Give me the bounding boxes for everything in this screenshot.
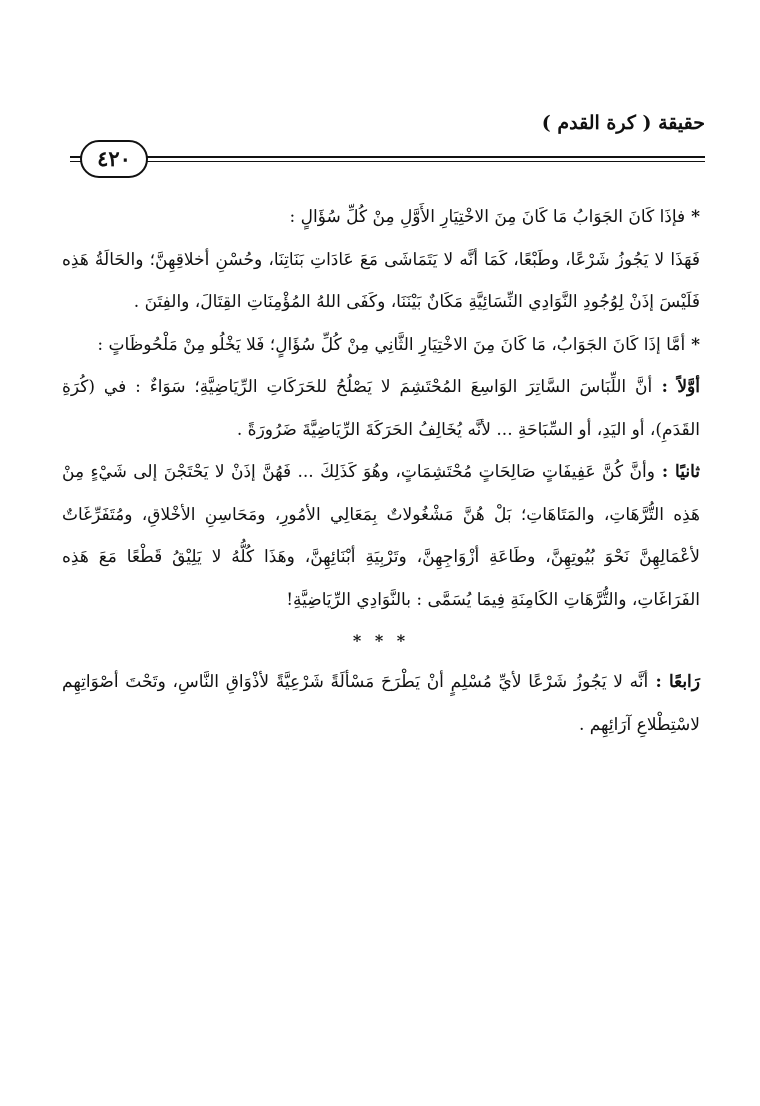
paragraph-3 [62,324,700,367]
paragraph-4 [62,366,700,451]
paragraph-2 [62,239,700,324]
header-rule [70,156,705,158]
paragraph-5 [62,451,700,621]
paragraph-text: أنَّه لا يَجُوزُ شَرْعًا لأيِّ مُسْلِمٍ أنْ يَطْرَحَ مَسْألَةً شَرْعِيَّةً لأذْوَاقِ النَّاسِ، وتَحْتَ أصْوَاتِهِم لاسْتِطْلاعِ آرَائِهِم . [62,672,700,735]
paragraph-lead: * [685,334,700,355]
paragraph-6 [62,661,700,746]
page-header [70,112,705,182]
paragraph-lead: ثانيًا : [654,462,700,482]
paragraph-text: فإذَا كَانَ الجَوَابُ مَا كَانَ مِنَ الاخْتِيَارِ الأَوَّلِ مِنْ كُلِّ سُؤَالٍ : [289,207,686,227]
paragraph-text: وأنَّ كُنَّ عَفِيفَاتٍ صَالِحَاتٍ مُحْتَشِمَاتٍ، وهُوَ كَذَلِكَ ... فَهُنَّ إذَنْ لا يَحْتَجْنَ إلى شَيْءٍ مِنْ هَذِه التُّرَّهَاتِ، والمَتَاهَاتِ؛ بَلْ هُنَّ مَشْغُولاتٌ بِمَعَالِي الأمُورِ، ومَحَاسِنِ الأخْلاقِ، ومُتَفَرِّغَاتٌ لأعْمَالِهِنَّ نَحْوَ بُيُوتِهِنَّ، وطَاعَةِ أزْوَاجِهِنَّ، وتَرْبِيَةِ أبْنَائِهِنَّ، وهَذَا كُلُّهُ لا يَلِيْقُ قَطْعًا مَعَ هَذِه الفَرَاغَاتِ، والتُّرَّهَاتِ الكَامِنَةِ فِيمَا يُسَمَّى : بالنَّوَادِي الرِّيَاضِيَّةِ! [62,462,700,610]
paragraph-lead: * [685,207,700,227]
section-separator: * * * [352,631,410,650]
page-body [62,196,700,746]
paragraph-lead: رَابعًا : [648,672,700,692]
paragraph-text: أنَّ اللِّبَاسَ السَّاتِرَ الوَاسِعَ المُحْتَشِمَ لا يَصْلُحُ للحَرَكَاتِ الرِّيَاضِيَّةِ؛ سَوَاءٌ : في (كُرَةِ القَدَمِ)، أو اليَدِ، أو السِّبَاحَةِ ... لأنَّه يُخَالِفُ الحَرَكَةَ الرِّيَاضِيَّةَ ضَرُورَةً . [62,377,700,440]
running-title: حقيقة ( كرة القدم ) [541,112,705,134]
paragraph-1 [62,196,700,239]
header-rule-thin [70,161,705,162]
page-number: ٤٢٠ [80,140,148,178]
paragraph-text: أمَّا إذَا كَانَ الجَوَابُ، مَا كَانَ مِنَ الاخْتِيَارِ الثَّانِي مِنْ كُلِّ سُؤَالٍ؛ فَلا يَخْلُو مِنْ مَلْحُوظَاتٍ : [97,334,686,355]
paragraph-text: فَهَذَا لا يَجُوزُ شَرْعًا، وطَبْعًا، كَمَا أنَّه لا يَتَمَاشَى مَعَ عَادَاتِ بَنَاتِنَا، وحُسْنِ أخلاقِهِنَّ؛ والحَالَةُ هَذِه فَلَيْسَ إذَنْ لِوُجُودِ النَّوَادِي النِّسَائِيَّةِ مَكَانٌ بَيْنَنَا، وكَفَى اللهُ المُؤْمِنَاتِ القِتَالَ، والفِتَنَ . [62,249,700,312]
paragraph-lead: أوَّلاً : [652,377,700,397]
